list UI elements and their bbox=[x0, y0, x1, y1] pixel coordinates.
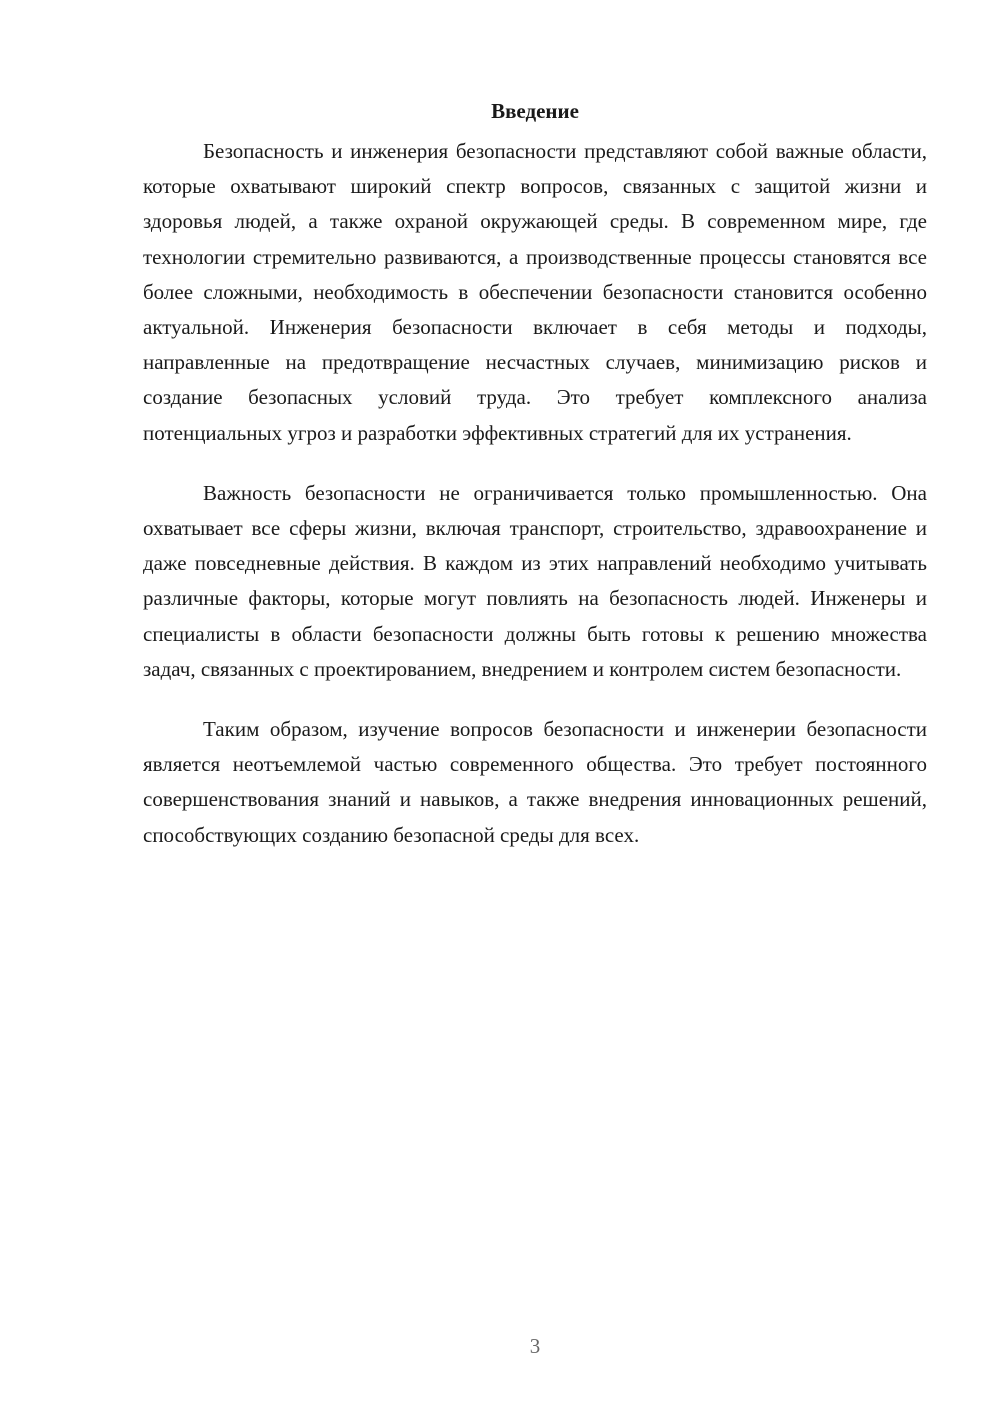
page-number: 3 bbox=[529, 1334, 541, 1358]
page-content bbox=[143, 94, 927, 878]
paragraph-3: Таким образом, изучение вопросов безопасности и инженерии безопасности является неотъемлемой частью современного общества. Это требует постоянного совершенствования знаний и навыков, а также внедрения инновационных решений, способствующих созданию безопасной среды для всех. bbox=[143, 717, 927, 847]
paragraph-2: Важность безопасности не ограничивается только промышленностью. Она охватывает все сферы жизни, включая транспорт, строительство, здравоохранение и даже повседневные действия. В каждом из этих направлений необходимо учитывать различные факторы, которые могут повлиять на безопасность людей. Инженеры и специалисты в области безопасности должны быть готовы к решению множества задач, связанных с проектированием, внедрением и контролем систем безопасности. bbox=[143, 480, 927, 681]
paragraph-1: Безопасность и инженерия безопасности представляют собой важные области, которые охватывают широкий спектр вопросов, связанных с защитой жизни и здоровья людей, а также охраной окружающей среды. В современном мире, где технологии стремительно развиваются, а производственные процессы становятся все более сложными, необходимость в обеспечении безопасности становится особенно актуальной. Инженерия безопасности включает в себя методы и подходы, направленные на предотвращение несчастных случаев, минимизацию рисков и создание безопасных условий труда. Это требует комплексного анализа потенциальных угроз и разработки эффективных стратегий для их устранения. bbox=[143, 139, 927, 445]
section-heading: Введение bbox=[491, 99, 579, 123]
